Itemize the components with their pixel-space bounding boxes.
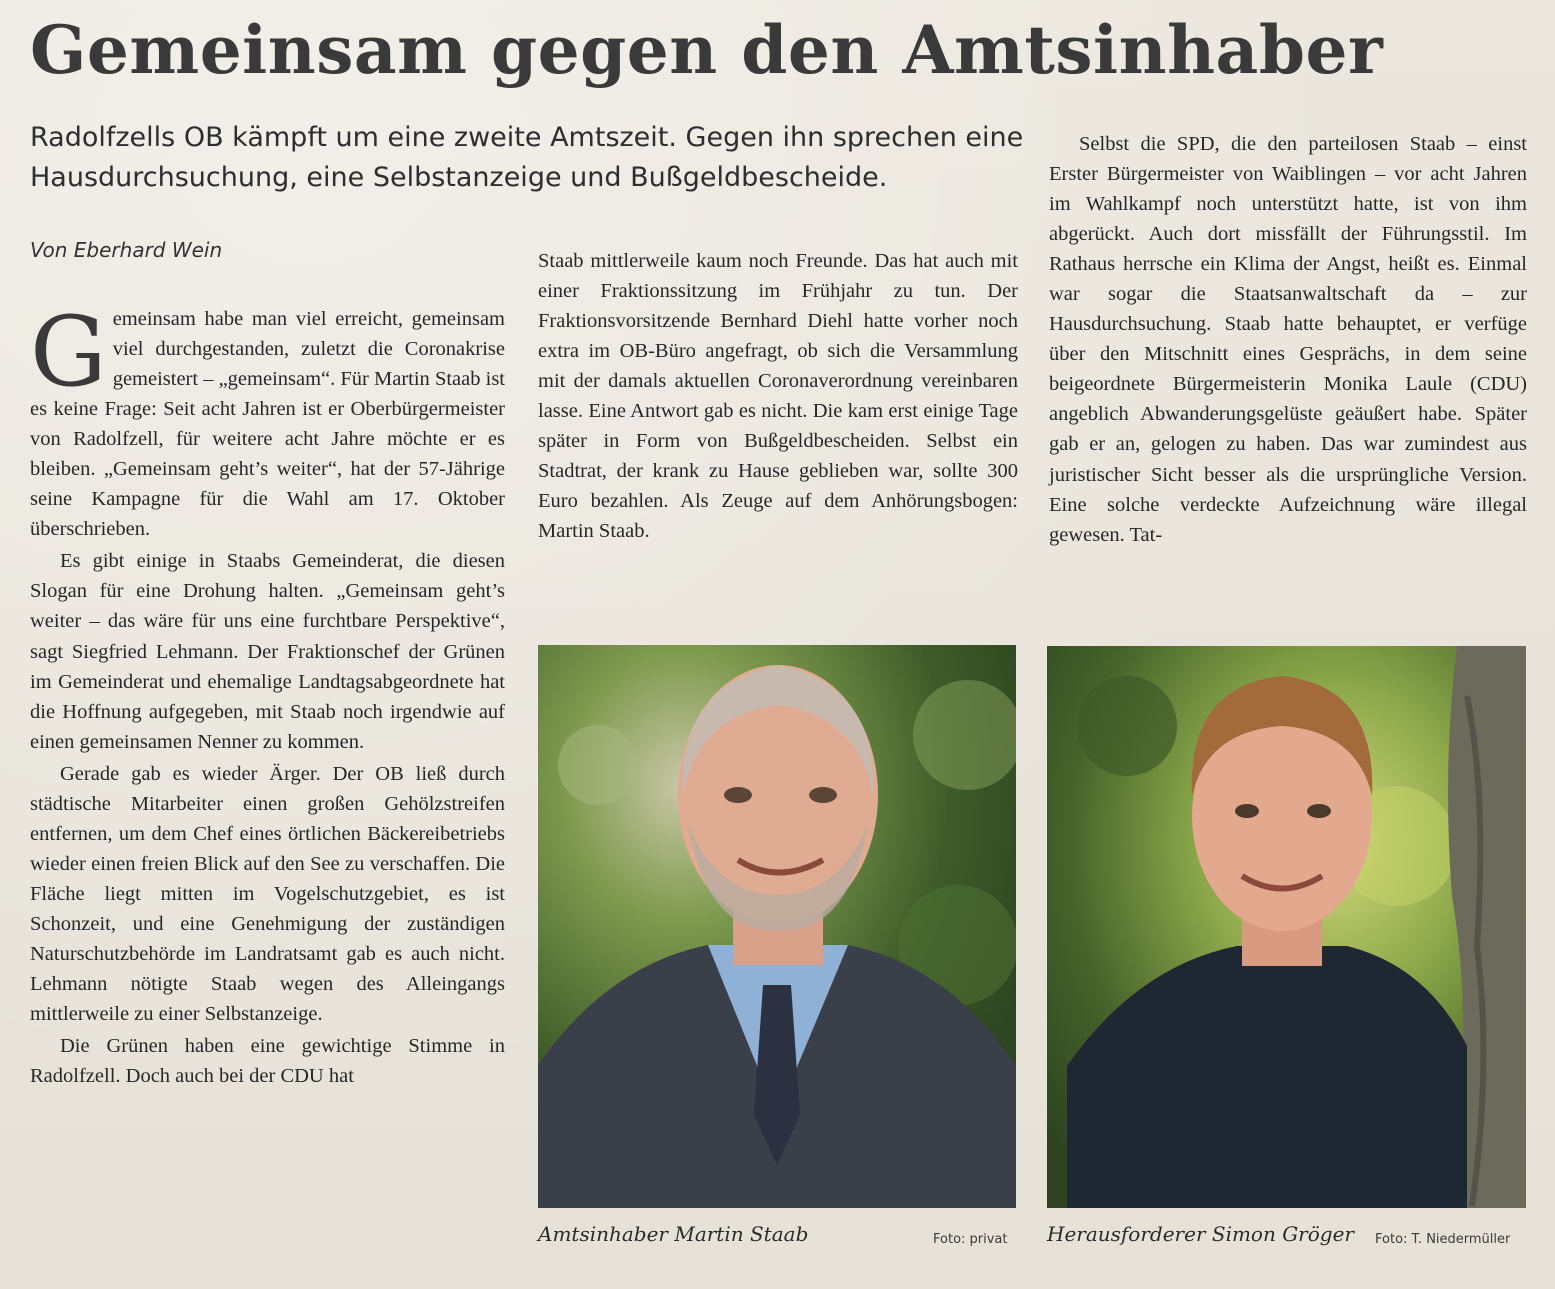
portrait-illustration [538, 645, 1016, 1208]
article-column-1 [30, 296, 505, 1091]
portrait-illustration [1047, 646, 1526, 1208]
paragraph-text: emeinsam habe man viel erreicht, gemeinsam viel durchgestanden, zuletzt die Coronakrise gemeistert – „gemeinsam“. Für Martin Staab ist es keine Frage: Seit acht Jahren ist er Oberbürgermeister von Radolfzell, für weitere acht Jahre möchte er es bleiben. „Gemeinsam geht’s weiter“, hat der 57-Jährige seine Kampagne für die Wahl am 17. Oktober überschrieben. [30, 308, 505, 541]
subheadline: Radolfzells OB kämpft um eine zweite Amtszeit. Gegen ihn sprechen eine Hausdurchsuchung, eine Selbstanzeige und Bußgeldbescheide. [30, 122, 1024, 193]
byline: Von Eberhard Wein [30, 238, 223, 262]
paragraph: Es gibt einige in Staabs Gemeinderat, die diesen Slogan für eine Drohung halten. „Gemeinsam geht’s weiter – das wäre für uns eine furchtbare Perspektive“, sagt Siegfried Lehmann. Der Fraktionschef der Grünen im Gemeinderat und ehemalige Landtagsabgeordnete hat die Hoffnung aufgegeben, mit Staab noch irgendwie auf einen gemeinsamen Nenner zu kommen. [30, 550, 505, 753]
photo-caption-right: Herausforderer Simon Gröger [1047, 1222, 1354, 1246]
article-column-2 [538, 246, 1018, 546]
paragraph: Staab mittlerweile kaum noch Freunde. Das hat auch mit einer Fraktionssitzung im Frühjahr zu tun. Der Fraktionsvorsitzende Bernhard Diehl hatte vorher noch extra im OB-Büro angefragt, ob sich die Versammlung mit der damals aktuellen Coronaverordnung vereinbaren lasse. Eine Antwort gab es nicht. Die kam erst einige Tage später in Form von Bußgeldbescheiden. Selbst ein Stadtrat, der krank zu Hause geblieben war, sollte 300 Euro bezahlen. Als Zeuge auf dem Anhörungsbogen: Martin Staab. [538, 250, 1018, 543]
paragraph [30, 296, 505, 544]
article-column-3 [1049, 127, 1527, 550]
paragraph: Selbst die SPD, die den parteilosen Staab – einst Erster Bürgermeister von Waiblingen – vor acht Jahren im Wahlkampf noch unterstützt hatte, ist von ihm abgerückt. Auch dort missfällt der Führungsstil. Im Rathaus herrsche ein Klima der Angst, heißt es. Einmal war sogar die Staatsanwaltschaft da – zur Hausdurchsuchung. Staab hatte behauptet, er verfüge über den Mitschnitt eines Gesprächs, in dem seine beigeordnete Bürgermeisterin Monika Laule (CDU) angeblich Abwanderungsgelüste geäußert habe. Später gab er an, gelogen zu haben. Das war zumindest aus juristischer Sicht besser als die ursprüngliche Version. Eine solche verdeckte Aufzeichnung wäre illegal gewesen. Tat- [1049, 133, 1527, 546]
photo-caption-left: Amtsinhaber Martin Staab [538, 1222, 809, 1246]
paragraph: Die Grünen haben eine gewichtige Stimme in Radolfzell. Doch auch bei der CDU hat [30, 1035, 505, 1088]
drop-cap: G [30, 296, 107, 408]
photo-martin-staab [538, 645, 1016, 1208]
headline: Gemeinsam gegen den Amtsinhaber [30, 11, 1384, 89]
photo-credit-left: Foto: privat [933, 1232, 1008, 1247]
photo-simon-groeger [1047, 646, 1526, 1208]
paragraph: Gerade gab es wieder Ärger. Der OB ließ durch städtische Mitarbeiter einen großen Gehölzstreifen entfernen, um dem Chef eines örtlichen Bäckereibetriebs wieder einen freien Blick auf den See zu verschaffen. Die Fläche liegt mitten im Vogelschutzgebiet, es ist Schonzeit, und eine Genehmigung der zuständigen Naturschutzbehörde im Landratsamt gab es auch nicht. Lehmann nötigte Staab wegen des Alleingangs mittlerweile zu einer Selbstanzeige. [30, 762, 505, 1026]
photo-credit-right: Foto: T. Niedermüller [1375, 1232, 1511, 1247]
